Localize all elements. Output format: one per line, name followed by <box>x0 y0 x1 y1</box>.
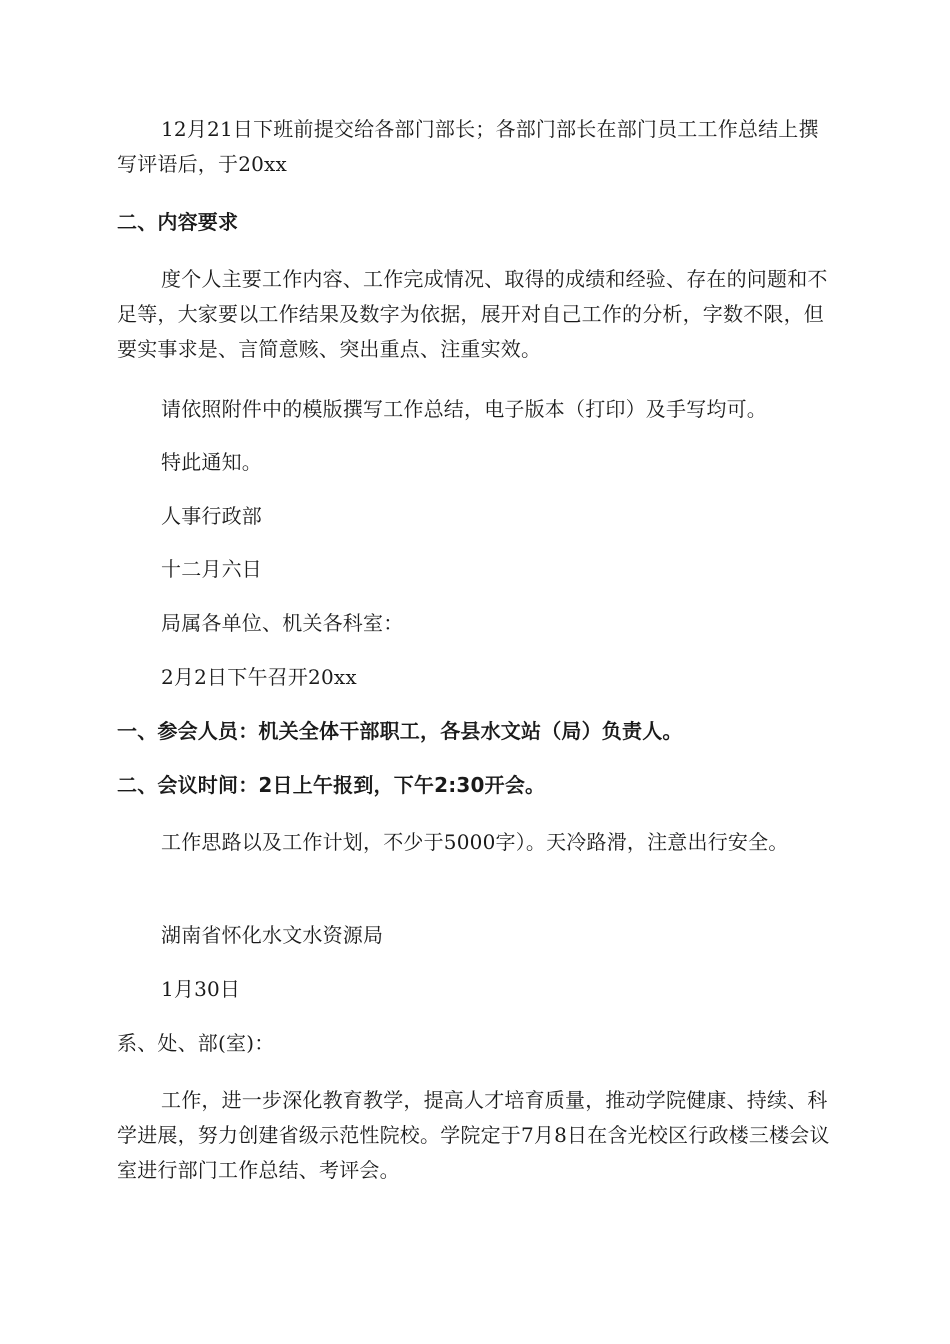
paragraph-college-meeting: 工作，进一步深化教育教学，提高人才培育质量，推动学院健康、持续、科学进展，努力创建省级示范性院校。学院定于7月8日在含光校区行政楼三楼会议室进行部门工作总结、考评会。 <box>117 1088 830 1182</box>
heading-content-requirements: 二、内容要求 <box>117 210 239 234</box>
signature-hr-department: 人事行政部 <box>161 504 262 528</box>
paragraph-addressee-departments: 系、处、部(室)： <box>117 1031 275 1055</box>
paragraph-submission-deadline: 12月21日下班前提交给各部门部长；各部门部长在部门员工工作总结上撰写评语后，于20xx <box>117 117 819 176</box>
paragraph-work-plan-note: 工作思路以及工作计划，不少于5000字）。天冷路滑，注意出行安全。 <box>161 830 789 854</box>
heading-attendees: 一、参会人员：机关全体干部职工，各县水文站（局）负责人。 <box>117 719 683 743</box>
paragraph-meeting-date: 2月2日下午召开20xx <box>161 665 357 689</box>
signature-date-jan30: 1月30日 <box>161 977 241 1001</box>
signature-hunan-bureau: 湖南省怀化水文水资源局 <box>161 923 384 947</box>
paragraph-addressee-units: 局属各单位、机关各科室： <box>161 611 404 635</box>
heading-meeting-time: 二、会议时间：2日上午报到，下午2:30开会。 <box>117 773 546 797</box>
signature-date-dec6: 十二月六日 <box>161 557 262 581</box>
paragraph-content-details: 度个人主要工作内容、工作完成情况、取得的成绩和经验、存在的问题和不足等，大家要以工作结果及数字为依据，展开对自己工作的分析，字数不限，但要实事求是、言简意赅、突出重点、注重实效。 <box>117 267 828 361</box>
paragraph-template-instruction: 请依照附件中的模版撰写工作总结，电子版本（打印）及手写均可。 <box>161 397 767 421</box>
paragraph-notice-closing: 特此通知。 <box>161 450 262 474</box>
